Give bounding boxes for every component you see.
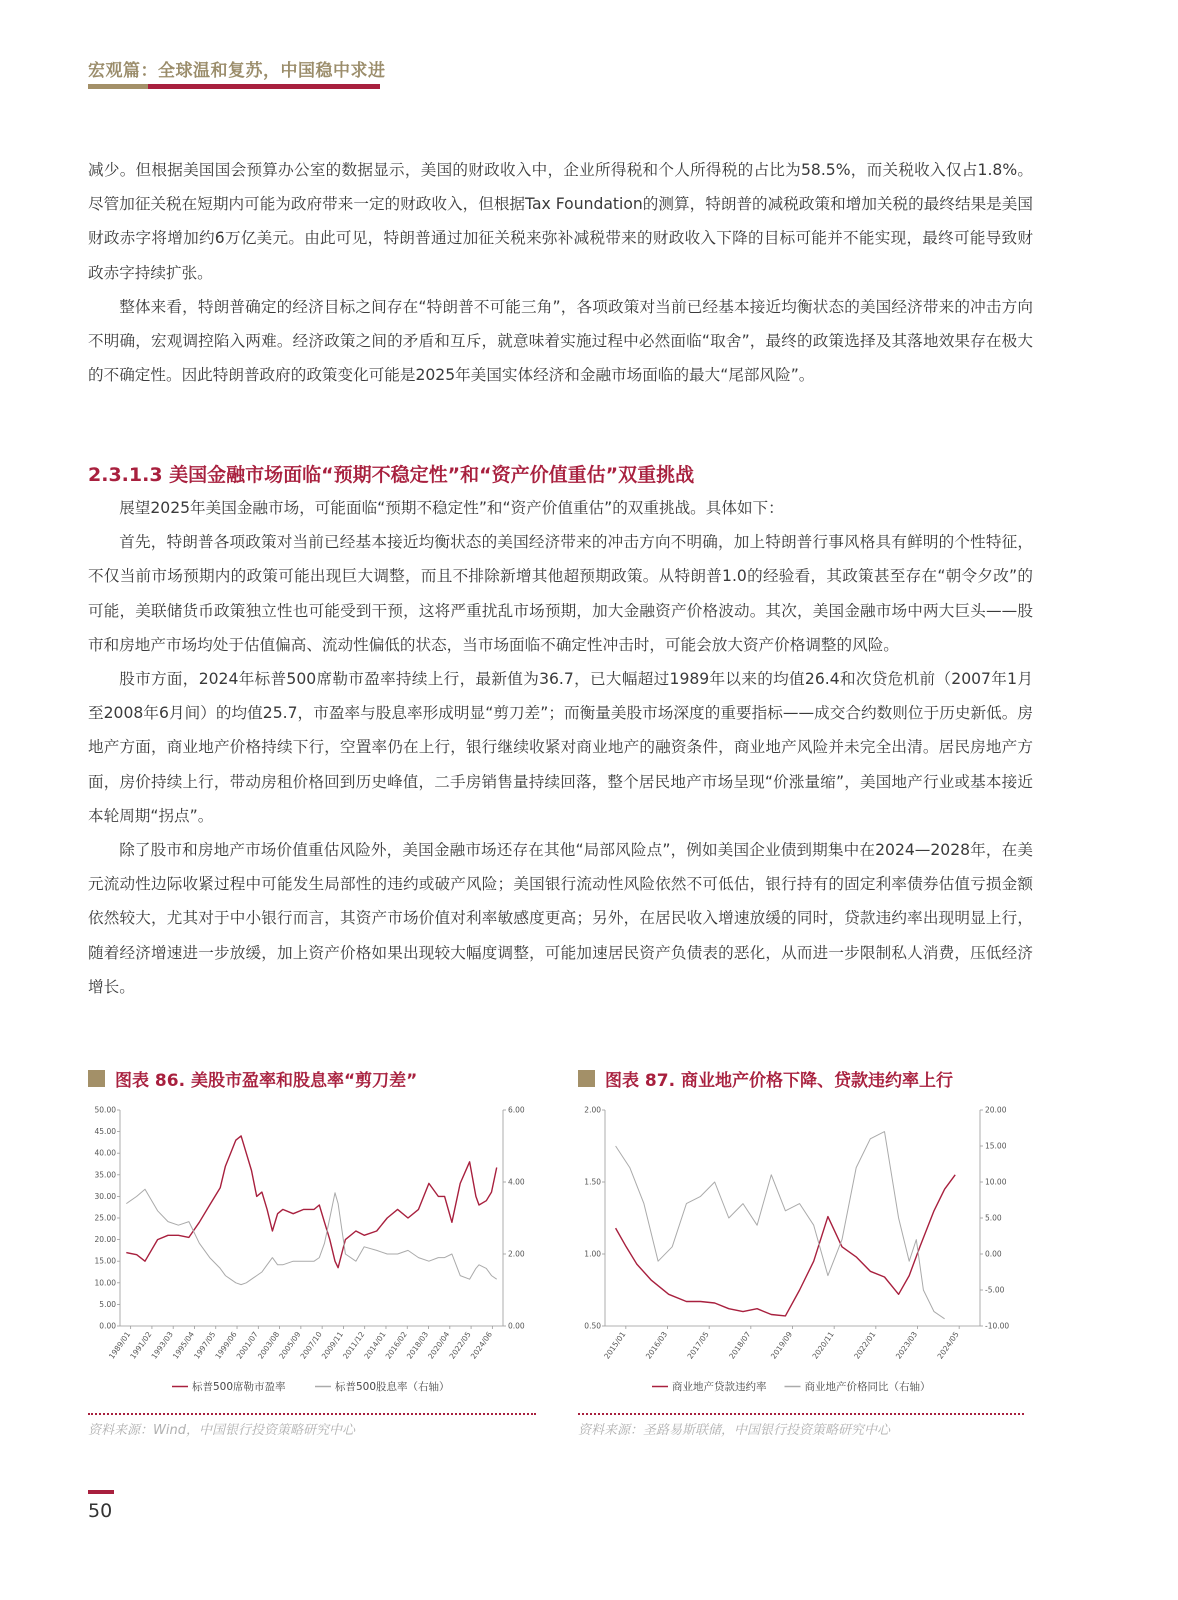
left-tick-label: 30.00: [94, 1191, 116, 1201]
x-tick-label: 2016/02: [383, 1329, 409, 1361]
legend-label: 商业地产价格同比（右轴）: [804, 1381, 931, 1393]
left-tick-label: 20.00: [94, 1235, 116, 1245]
left-tick-label: 10.00: [94, 1278, 116, 1288]
legend-label: 标普500席勒市盈率: [192, 1381, 286, 1393]
left-tick-label: 2.00: [584, 1105, 601, 1115]
x-tick-label: 2018/03: [404, 1329, 431, 1361]
paragraph: 首先，特朗普各项政策对当前已经基本接近均衡状态的美国经济带来的冲击方向不明确，加上特朗普行事风格具有鲜明的个性特征，不仅当前市场预期内的政策可能出现巨大调整，而且不排除新增其他超预期政策。从特朗普1.0的经验看，其政策甚至存在“朝令夕改”的可能，美联储货币政策独立性也可能受到干预，这将严重扰乱市场预期，加大金融资产价格波动。其次，美国金融市场中两大巨头——股市和房地产市场均处于估值偏高、流动性偏低的状态，当市场面临不确定性冲击时，可能会放大资产价格调整的风险。: [88, 533, 1033, 654]
paragraph: 减少。但根据美国国会预算办公室的数据显示，美国的财政收入中，企业所得税和个人所得税的占比为58.5%，而关税收入仅占1.8%。尽管加征关税在短期内可能为政府带来一定的财政收入，但根据Tax Foundation的测算，特朗普的减税政策和增加关税的最终结果是美国财政赤字将增加约6万亿美元。由此可见，特朗普通过加征关税来弥补减税带来的财政收入下降的目标可能并不能实现，最终可能导致财政赤字持续扩张。: [88, 161, 1033, 282]
figure86-chart: [80, 1098, 540, 1403]
left-tick-label: 0.50: [584, 1321, 601, 1331]
right-tick-label: 2.00: [508, 1249, 525, 1259]
left-tick-label: 40.00: [94, 1148, 116, 1158]
x-tick-label: 1991/02: [128, 1329, 154, 1361]
x-tick-label: 2014/01: [362, 1329, 388, 1361]
x-tick-label: 2016/03: [643, 1329, 670, 1361]
x-tick-label: 2007/10: [298, 1329, 324, 1361]
paragraph: 展望2025年美国金融市场，可能面临“预期不稳定性”和“资产价值重估”的双重挑战。具体如下：: [119, 499, 784, 517]
series-line-2: [126, 1189, 496, 1284]
left-tick-label: 45.00: [94, 1127, 116, 1137]
x-tick-label: 2019/09: [768, 1329, 795, 1361]
x-tick-label: 2001/07: [234, 1329, 260, 1361]
right-tick-label: 10.00: [985, 1177, 1007, 1187]
left-tick-label: 35.00: [94, 1170, 116, 1180]
x-tick-label: 1995/04: [170, 1329, 197, 1361]
paragraph: 股市方面，2024年标普500席勒市盈率持续上行，最新值为36.7，已大幅超过1989年以来的均值26.4和次贷危机前（2007年1月至2008年6月间）的均值25.7，市盈率与股息率形成明显“剪刀差”；而衡量美股市场深度的重要指标——成交合约数则位于历史新低。房地产方面，商业地产价格持续下行，空置率仍在上行，银行继续收紧对商业地产的融资条件，商业地产风险并未完全出清。居民房地产方面，房价持续上行，带动房租价格回到历史峰值，二手房销售量持续回落，整个居民地产市场呈现“价涨量缩”，美国地产行业或基本接近本轮周期“拐点”。: [88, 670, 1033, 825]
left-tick-label: 1.50: [584, 1177, 601, 1187]
right-tick-label: 6.00: [508, 1105, 525, 1115]
x-tick-label: 1989/01: [107, 1329, 133, 1361]
figure86-title-text: 图表 86. 美股市盈率和股息率“剪刀差”: [115, 1071, 418, 1091]
x-tick-label: 2009/11: [319, 1329, 346, 1361]
x-tick-label: 1999/06: [213, 1329, 239, 1361]
left-tick-label: 0.00: [99, 1321, 116, 1331]
body-bottom: [88, 491, 1033, 1004]
x-tick-label: 2018/07: [727, 1329, 753, 1361]
right-tick-label: 15.00: [985, 1141, 1007, 1151]
right-tick-label: -10.00: [985, 1321, 1010, 1331]
x-tick-label: 2024/05: [935, 1329, 961, 1361]
x-tick-label: 2017/05: [685, 1329, 711, 1361]
figure87-title-text: 图表 87. 商业地产价格下降、贷款违约率上行: [605, 1071, 953, 1091]
figure87-chart: [570, 1098, 1030, 1403]
x-tick-label: 2011/12: [341, 1329, 367, 1361]
x-tick-label: 2005/09: [277, 1329, 303, 1361]
right-tick-label: 5.00: [985, 1213, 1002, 1223]
right-tick-label: 0.00: [985, 1249, 1002, 1259]
x-tick-label: 2022/05: [447, 1329, 473, 1361]
legend-label: 商业地产贷款违约率: [672, 1381, 767, 1393]
x-tick-label: 2015/01: [602, 1329, 628, 1361]
figure86-divider: [88, 1413, 536, 1415]
right-tick-label: 4.00: [508, 1177, 525, 1187]
x-tick-label: 2022/01: [852, 1329, 878, 1361]
header-title: 宏观篇：全球温和复苏，中国稳中求进: [88, 61, 386, 81]
page-number-bar: [88, 1490, 114, 1494]
figure87-title: [578, 1066, 953, 1091]
body-top: [88, 153, 1033, 392]
section-title: 2.3.1.3 美国金融市场面临“预期不稳定性”和“资产价值重估”双重挑战: [88, 464, 695, 486]
x-tick-label: 1997/05: [192, 1329, 218, 1361]
legend-label: 标普500股息率（右轴）: [335, 1381, 450, 1393]
x-tick-label: 2024/06: [468, 1329, 494, 1361]
x-tick-label: 2023/03: [893, 1329, 920, 1361]
left-tick-label: 50.00: [94, 1105, 116, 1115]
figure87-divider: [578, 1413, 1024, 1415]
left-tick-label: 5.00: [99, 1299, 116, 1309]
x-tick-label: 2020/11: [810, 1329, 836, 1361]
figure86-source: 资料来源：Wind，中国银行投资策略研究中心: [88, 1423, 355, 1438]
right-tick-label: -5.00: [985, 1285, 1005, 1295]
figure87-source: 资料来源：圣路易斯联储，中国银行投资策略研究中心: [578, 1423, 891, 1438]
x-tick-label: 1993/03: [149, 1329, 175, 1361]
paragraph: 整体来看，特朗普确定的经济目标之间存在“特朗普不可能三角”，各项政策对当前已经基本接近均衡状态的美国经济带来的冲击方向不明确，宏观调控陷入两难。经济政策之间的矛盾和互斥，就意味着实施过程中必然面临“取舍”，最终的政策选择及其落地效果存在极大的不确定性。因此特朗普政府的政策变化可能是2025年美国实体经济和金融市场面临的最大“尾部风险”。: [88, 297, 1033, 385]
header-rule-red: [148, 84, 380, 89]
right-tick-label: 0.00: [508, 1321, 525, 1331]
x-tick-label: 2020/04: [426, 1329, 452, 1361]
left-tick-label: 1.00: [584, 1249, 601, 1259]
left-tick-label: 25.00: [94, 1213, 116, 1223]
figure86-title: [88, 1066, 417, 1091]
x-tick-label: 2003/08: [255, 1329, 282, 1361]
series-line-1: [126, 1136, 496, 1268]
page-number: 50: [88, 1500, 113, 1522]
right-tick-label: 20.00: [985, 1105, 1007, 1115]
left-tick-label: 15.00: [94, 1256, 116, 1266]
header-rule-gold: [88, 84, 148, 89]
figure-marker-icon: [88, 1070, 105, 1087]
paragraph: 除了股市和房地产市场价值重估风险外，美国金融市场还存在其他“局部风险点”，例如美国企业债到期集中在2024—2028年，在美元流动性边际收紧过程中可能发生局部性的违约或破产风险；美国银行流动性风险依然不可低估，银行持有的固定利率债券估值亏损金额依然较大，尤其对于中小银行而言，其资产市场价值对利率敏感度更高；另外，在居民收入增速放缓的同时，贷款违约率出现明显上行，随着经济增速进一步放缓，加上资产价格如果出现较大幅度调整，可能加速居民资产负债表的恶化，从而进一步限制私人消费，压低经济增长。: [88, 841, 1033, 996]
figure-marker-icon: [578, 1070, 595, 1087]
series-line-1: [616, 1175, 956, 1316]
